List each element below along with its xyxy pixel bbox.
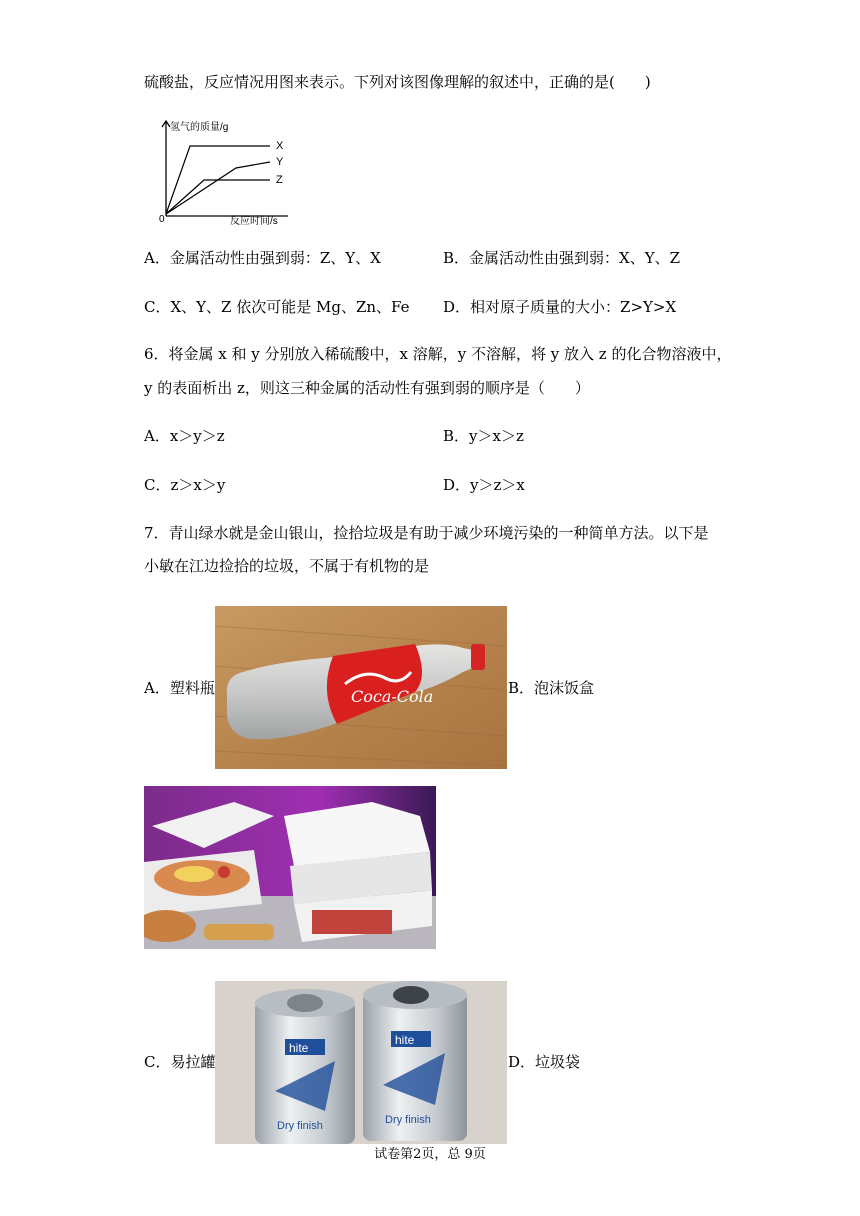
q7-option-c: C．易拉罐 (144, 1053, 216, 1071)
foam-box-photo (144, 786, 436, 949)
q5-stem-tail: 硫酸盐，反应情况用图来表示。下列对该图像理解的叙述中，正确的是( ) (144, 73, 651, 91)
q7-option-b: B．泡沫饭盒 (508, 679, 595, 697)
q6-option-a: A．x＞y＞z (144, 427, 225, 445)
q7-option-a: A．塑料瓶 (144, 679, 215, 697)
q5-option-b: B．金属活动性由强到弱：X、Y、Z (443, 249, 681, 267)
graph-ylabel: 氢气的质量/g (170, 122, 229, 133)
plastic-bottle-photo (215, 606, 507, 769)
graph-label-x: X (276, 140, 284, 152)
graph-label-y: Y (276, 156, 284, 168)
graph-origin: 0 (159, 214, 165, 225)
graph-xlabel: 反应时间/s (230, 216, 278, 227)
can-subtext-left: Dry finish (277, 1120, 323, 1132)
bottle-label-text: Coca-Cola (351, 687, 434, 706)
q7-stem-line1: 7．青山绿水就是金山银山，捡拾垃圾是有助于减少环境污染的一种简单方法。以下是 (144, 524, 709, 542)
q5-option-c: C．X、Y、Z 依次可能是 Mg、Zn、Fe (144, 298, 410, 316)
q6-stem-line2: y 的表面析出 z，则这三种金属的活动性有强到弱的顺序是（ ） (144, 379, 590, 397)
graph-label-z: Z (276, 174, 283, 186)
can-brand-left: hite (289, 1041, 309, 1055)
q7-option-d: D．垃圾袋 (508, 1053, 581, 1071)
q6-option-c: C．z＞x＞y (144, 476, 226, 494)
curve-z (166, 180, 270, 214)
q6-option-b: B．y＞x＞z (443, 427, 524, 445)
can-subtext-right: Dry finish (385, 1114, 431, 1126)
can-brand-right: hite (395, 1033, 415, 1047)
q6-stem-line1: 6．将金属 x 和 y 分别放入稀硫酸中，x 溶解，y 不溶解，将 y 放入 z 的化合物溶液中， (144, 345, 732, 363)
q5-option-d: D．相对原子质量的大小：Z>Y>X (443, 298, 677, 316)
hydrogen-mass-graph (148, 118, 298, 230)
cans-photo (215, 981, 507, 1144)
q7-stem-line2: 小敏在江边捡拾的垃圾，不属于有机物的是 (144, 557, 430, 575)
q6-option-d: D．y＞z＞x (443, 476, 525, 494)
page-footer: 试卷第2页，总 9页 (374, 1147, 486, 1162)
q5-option-a: A．金属活动性由强到弱：Z、Y、X (144, 249, 381, 267)
